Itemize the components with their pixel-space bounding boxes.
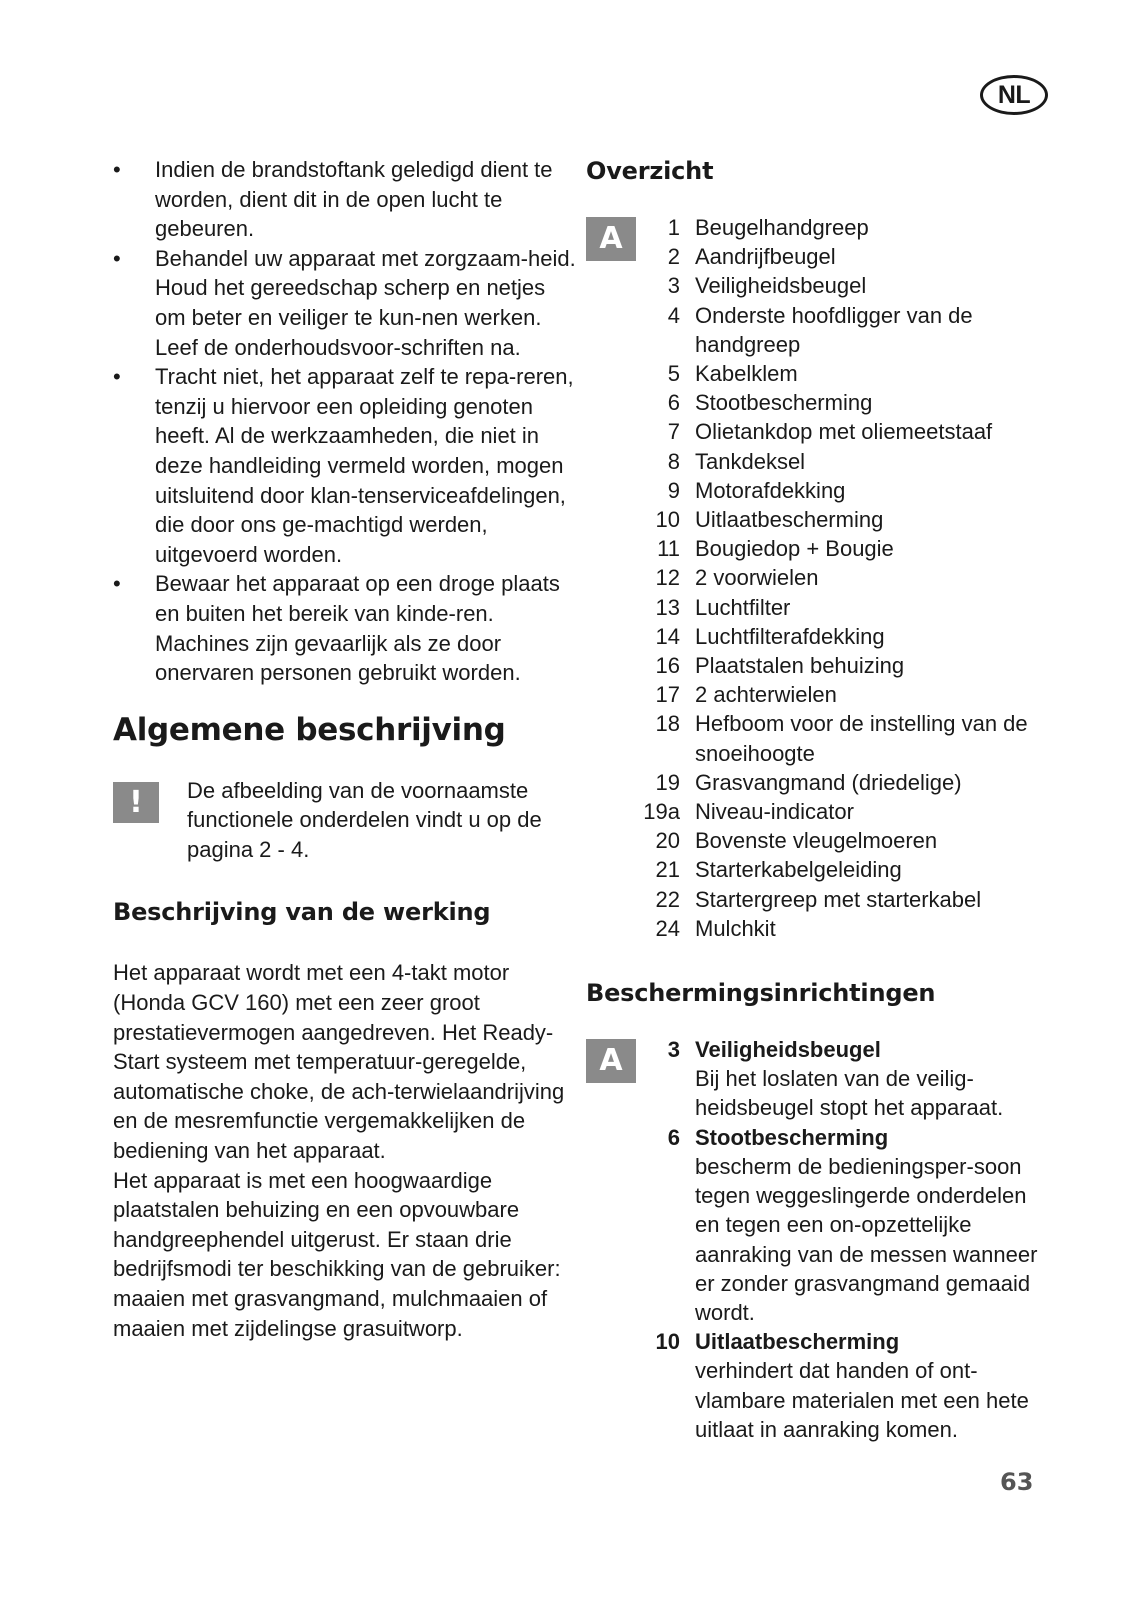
protection-number: 3	[667, 1037, 680, 1063]
notice-text: De afbeelding van de voornaamste functionele onderdelen vindt u op de pagina 2 - 4.	[187, 777, 542, 862]
part-label: Aandrijfbeugel	[695, 244, 836, 270]
protection-title: Uitlaatbescherming	[695, 1329, 900, 1355]
part-number: 17	[655, 682, 680, 708]
list-item	[598, 622, 1068, 651]
list-item	[598, 534, 1068, 563]
protection-description: bescherm de bedieningsper-soon tegen weggeslingerde onderdelen en tegen een on-opzettelijke aanraking van de messen wanneer er zonder grasvangmand gemaaid wordt.	[695, 1153, 1038, 1325]
list-item	[598, 1123, 1068, 1327]
list-item	[598, 213, 1068, 242]
list-item	[598, 242, 1068, 271]
part-number: 7	[667, 419, 680, 445]
list-item	[598, 797, 1068, 826]
part-number: 24	[655, 915, 680, 941]
protection-number: 10	[655, 1329, 680, 1355]
part-number: 19a	[643, 799, 680, 825]
part-number: 21	[655, 857, 680, 883]
part-number: 22	[655, 886, 680, 912]
part-number: 2	[667, 244, 680, 270]
function-paragraph-1: Het apparaat wordt met een 4-takt motor (Honda GCV 160) met een zeer groot prestatievermogen aangedreven. Het Ready-Start systeem met temperatuur-geregelde, automatische choke, de ach-terwielaandrijving en de mesremfunctie vergemakkelijken de bediening van het apparaat.	[113, 960, 565, 1164]
protection-rows	[598, 1035, 1068, 1444]
parts-rows	[598, 213, 1068, 943]
language-badge: NL	[980, 75, 1048, 115]
list-item	[598, 768, 1068, 797]
page-number: 63	[1000, 1468, 1034, 1496]
right-column	[586, 155, 1068, 1444]
list-item	[598, 417, 1068, 446]
list-item	[598, 388, 1068, 417]
part-label: 2 achterwielen	[695, 682, 837, 708]
function-paragraph-2: Het apparaat is met een hoogwaardige plaatstalen behuizing en een opvouwbare handgreephendel uitgerust. Er staan drie bedrijfsmodi ter beschikking van de gebruiker: maaien met grasvangmand, mulchmaaien of maaien met zijdelingse grasuitworp.	[113, 1167, 561, 1341]
parts-list	[598, 213, 1068, 943]
figure-a-marker: A	[586, 1039, 636, 1083]
protection-body	[695, 1327, 1040, 1444]
part-label: Uitlaatbescherming	[695, 507, 884, 533]
part-label: Tankdeksel	[695, 448, 806, 474]
part-label: Kabelklem	[695, 361, 798, 387]
bullet-text: Bewaar het apparaat op een droge plaats en buiten het bereik van kinde-ren. Machines zijn gevaarlijk als ze door onervaren personen gebruikt worden.	[155, 571, 560, 686]
part-label: Hefboom voor de instelling van de snoeihoogte	[695, 711, 1028, 766]
list-item	[598, 885, 1068, 914]
part-label: Onderste hoofdligger van de handgreep	[695, 302, 973, 357]
bullet-text: Tracht niet, het apparaat zelf te repa-reren, tenzij u hiervoor een opleiding genoten heeft. Al de werkzaamheden, die niet in deze handleiding vermeld worden, mogen uitsluitend door klan-tenserviceafdelingen, die door ons ge-machtigd werden, uitgevoerd worden.	[155, 364, 574, 567]
bullet-icon: •	[113, 157, 121, 182]
bullet-icon: •	[113, 245, 121, 271]
left-column	[113, 155, 578, 1343]
part-number: 12	[655, 565, 680, 591]
list-item	[598, 447, 1068, 476]
list-item	[598, 709, 1068, 767]
part-number: 3	[667, 273, 680, 299]
bullet-text: Indien de brandstoftank geledigd dient te worden, dient dit in de open lucht te gebeuren.	[155, 157, 553, 242]
part-label: Plaatstalen behuizing	[695, 653, 905, 679]
list-item	[113, 569, 578, 687]
part-label: Starterkabelgeleiding	[695, 857, 902, 883]
protection-body	[695, 1123, 1040, 1327]
figure-a-marker: A	[586, 217, 636, 261]
list-item	[598, 1035, 1068, 1123]
part-label: Veiligheidsbeugel	[695, 273, 867, 299]
part-number: 5	[667, 361, 680, 387]
part-number: 6	[667, 390, 680, 416]
list-item	[598, 359, 1068, 388]
part-number: 4	[667, 302, 680, 328]
protection-title: Veiligheidsbeugel	[695, 1037, 881, 1063]
part-number: 18	[655, 711, 680, 737]
list-item	[598, 680, 1068, 709]
bullet-text: Behandel uw apparaat met zorgzaam-heid. Houd het gereedschap scherp en netjes om beter en veiliger te kun-nen werken. Leef de onderhoudsvoor-schriften na.	[155, 245, 576, 360]
protection-list	[598, 1035, 1068, 1444]
part-number: 19	[655, 769, 680, 795]
part-number: 1	[667, 215, 680, 240]
bullet-icon: •	[113, 571, 121, 597]
part-label: Luchtfilter	[695, 594, 791, 620]
overview-heading: Overzicht	[586, 157, 714, 185]
list-item	[598, 563, 1068, 592]
list-item	[598, 271, 1068, 300]
part-label: Niveau-indicator	[695, 799, 854, 825]
safety-bullet-list	[113, 155, 578, 688]
notice-box	[113, 776, 578, 865]
protection-body	[695, 1035, 1040, 1123]
protection-description: verhindert dat handen of ont-vlambare materialen met een hete uitlaat in aanraking komen.	[695, 1358, 1029, 1442]
part-label: Motorafdekking	[695, 477, 846, 503]
part-label: Startergreep met starterkabel	[695, 886, 982, 912]
bullet-icon: •	[113, 364, 121, 390]
list-item	[113, 362, 578, 569]
part-number: 20	[655, 828, 680, 854]
protection-heading: Beschermingsinrichtingen	[586, 979, 936, 1008]
part-number: 16	[655, 653, 680, 679]
part-label: Grasvangmand (driedelige)	[695, 769, 962, 795]
part-label: Mulchkit	[695, 915, 776, 941]
general-description-heading: Algemene beschrijving	[113, 711, 506, 748]
part-label: Olietankdop met oliemeetstaaf	[695, 419, 993, 445]
part-number: 10	[655, 507, 680, 533]
list-item	[113, 155, 578, 244]
protection-number: 6	[667, 1124, 680, 1150]
function-description-heading: Beschrijving van de werking	[113, 898, 491, 927]
part-label: Stootbescherming	[695, 390, 873, 416]
part-label: Bougiedop + Bougie	[695, 536, 894, 562]
part-number: 13	[655, 594, 680, 620]
list-item	[598, 301, 1068, 359]
part-number: 9	[667, 477, 680, 503]
list-item	[598, 476, 1068, 505]
part-label: 2 voorwielen	[695, 565, 819, 591]
list-item	[598, 651, 1068, 680]
part-label: Beugelhandgreep	[695, 215, 869, 240]
part-number: 8	[667, 448, 680, 474]
list-item	[598, 593, 1068, 622]
list-item	[598, 826, 1068, 855]
protection-title: Stootbescherming	[695, 1124, 889, 1150]
part-number: 11	[657, 536, 680, 562]
list-item	[113, 244, 578, 362]
part-label: Bovenste vleugelmoeren	[695, 828, 938, 854]
list-item	[598, 1327, 1068, 1444]
list-item	[598, 505, 1068, 534]
exclamation-icon: !	[113, 782, 159, 823]
part-label: Luchtfilterafdekking	[695, 623, 885, 649]
protection-description: Bij het loslaten van de veilig-heidsbeugel stopt het apparaat.	[695, 1066, 1004, 1121]
part-number: 14	[655, 623, 680, 649]
list-item	[598, 914, 1068, 943]
list-item	[598, 855, 1068, 884]
